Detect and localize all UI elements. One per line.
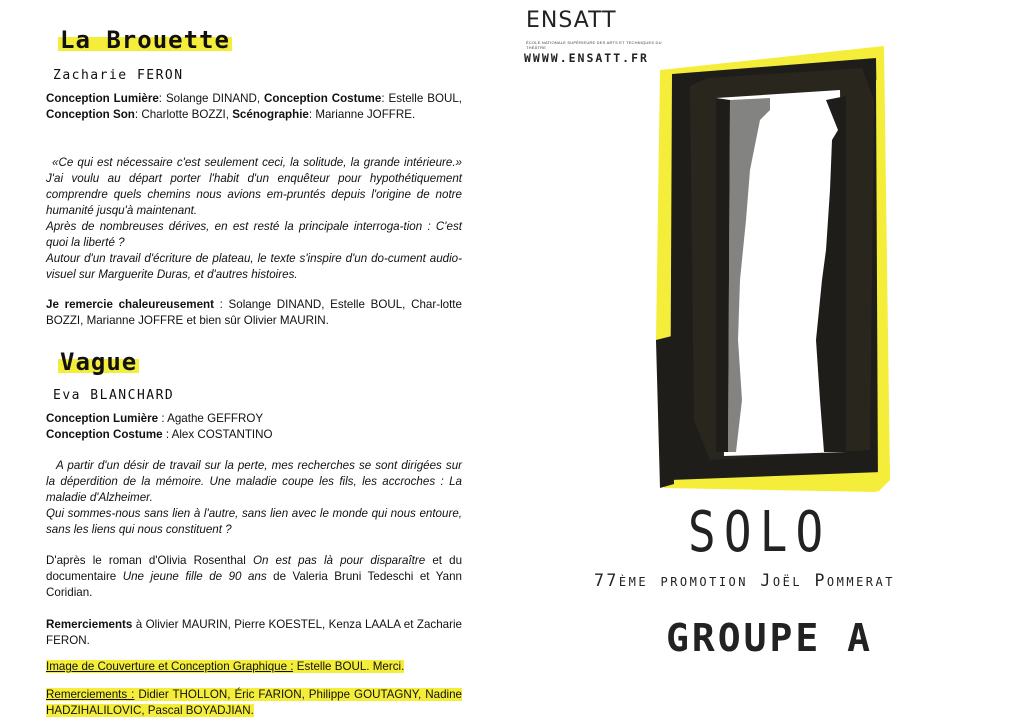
show-author: Zacharie FERON xyxy=(53,68,184,83)
performance-title: SOLO xyxy=(688,500,832,565)
synopsis-paragraph: Qui sommes-nous sans lien à l'autre, sans lien avec le monde qui nous entoure, sans les liens qui nous constituent ? xyxy=(46,507,462,536)
source-paragraph: D'après le roman d'Olivia Rosenthal On est pas là pour disparaître et du documentaire Une jeune fille de 90 ans de Valeria Bruni Tedeschi et Yann Coridian. xyxy=(46,554,463,599)
ensatt-logo: ENSATT xyxy=(526,8,617,33)
show-title: Vague xyxy=(60,348,138,376)
general-thanks: Remerciements : Didier THOLLON, Éric FARION, Philippe GOUTAGNY, Nadine HADZIHALILOVIC, Pascal BOYADJIAN. xyxy=(46,688,462,717)
synopsis-paragraph: «Ce qui est nécessaire c'est seulement ceci, la solitude, la grande intérieure.» J'ai voulu au départ porter l'habit d'un enquêteur pour hypothétiquement comprendre quels chemins nous avions em-pruntés depuis l'origine de notre humanité jusqu'à maintenant. xyxy=(46,156,462,217)
credits-block: Conception Lumière : Agathe GEFFROY xyxy=(46,412,264,425)
synopsis-paragraph: Autour d'un travail d'écriture de plateau, le texte s'inspire d'un do-cument audio-visuel sur Marguerite Duras, et d'autres histoires. xyxy=(46,252,462,281)
cover-panel xyxy=(510,0,1024,722)
logo-subtitle: ÉCOLE NATIONALE SUPÉRIEURE DES ARTS ET TECHNIQUES DU THÉÂTRE xyxy=(526,40,662,50)
synopsis-paragraph: A partir d'un désir de travail sur la perte, mes recherches se sont dirigées sur la déperdition de la mémoire. Une maladie coupe les fils, les accroches : La maladie d'Alzheimer. xyxy=(46,459,462,504)
cover-painting xyxy=(650,40,896,500)
show-title: La Brouette xyxy=(60,26,230,54)
synopsis-paragraph: Après de nombreuses dérives, en est resté la principale interroga-tion : C'est quoi la liberté ? xyxy=(46,220,462,249)
promotion-subtitle: 77ème promotion Joël Pommerat xyxy=(594,571,895,590)
thanks-paragraph: Remerciements à Olivier MAURIN, Pierre KOESTEL, Kenza LAALA et Zacharie FERON. xyxy=(46,618,462,647)
credits-block: Conception Costume : Alex COSTANTINO xyxy=(46,428,273,441)
credits-block: Conception Lumière: Solange DINAND, Conception Costume: Estelle BOUL, Conception Son: Charlotte BOZZI, Scénographie: Marianne JOFFRE. xyxy=(46,92,462,121)
show-author: Eva BLANCHARD xyxy=(53,388,175,403)
website-url: WWWW.ENSATT.FR xyxy=(524,51,649,65)
thanks-paragraph: Je remercie chaleureusement : Solange DINAND, Estelle BOUL, Char-lotte BOZZI, Marianne JOFFRE et bien sûr Olivier MAURIN. xyxy=(46,298,462,327)
cover-credit: Image de Couverture et Conception Graphique : Estelle BOUL. Merci. xyxy=(46,660,405,673)
group-label: GROUPE A xyxy=(666,616,874,660)
